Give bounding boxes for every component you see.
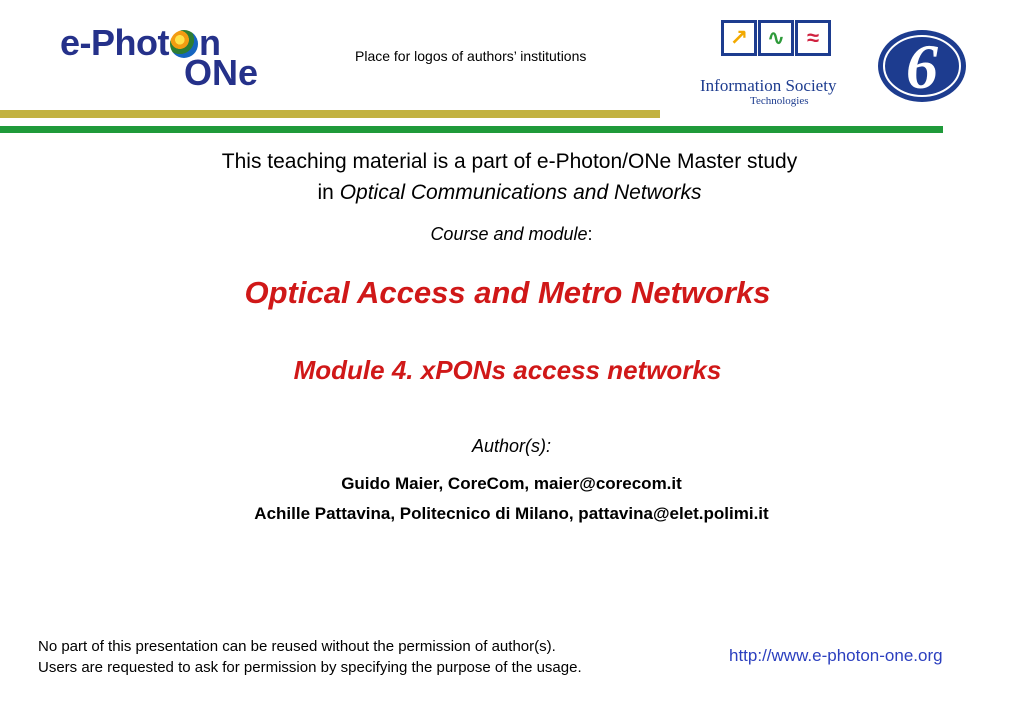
- wave-icon: ∿: [758, 20, 794, 56]
- intro-line-2: [0, 181, 1021, 205]
- intro-prefix: in: [317, 181, 340, 204]
- approx-icon: ≈: [795, 20, 831, 56]
- e-photon-one-logo: [60, 22, 275, 94]
- course-label-text: Course and module: [430, 224, 588, 244]
- green-divider-bar: [0, 126, 943, 133]
- website-link[interactable]: http://www.e-photon-one.org: [729, 646, 943, 665]
- intro-line-1: This teaching material is a part of e-Photon/ONe Master study: [221, 150, 798, 173]
- course-title: Optical Access and Metro Networks: [244, 275, 771, 310]
- svg-text:6: 6: [906, 31, 938, 102]
- notice-line-2: Users are requested to ask for permission by specifying the purpose of the usage.: [38, 659, 582, 676]
- logo-text-start: e-Phot: [60, 22, 169, 63]
- course-label-colon: :: [587, 224, 593, 244]
- course-label: [0, 224, 1023, 245]
- module-title: Module 4. xPONs access networks: [293, 355, 722, 385]
- authors-label: Author(s):: [471, 436, 552, 456]
- study-name: Optical Communications and Networks: [339, 181, 702, 204]
- olive-divider-bar: [0, 110, 660, 118]
- notice-line-1: No part of this presentation can be reused without the permission of author(s).: [38, 638, 556, 655]
- ist-title: Information Society: [700, 76, 837, 95]
- framework-six-icon: [877, 26, 967, 106]
- information-society-logo: [700, 20, 970, 110]
- author-line: Achille Pattavina, Politecnico di Milano, pattavina@elet.polimi.it: [254, 504, 769, 523]
- author-line: Guido Maier, CoreCom, maier@corecom.it: [341, 474, 682, 493]
- ist-subtitle: Technologies: [750, 95, 809, 107]
- arrow-icon: ↗: [721, 20, 757, 56]
- usage-notice: [38, 636, 582, 678]
- logo-line-2: ONe: [184, 52, 259, 93]
- logo-text-end: n: [199, 22, 221, 63]
- logos-placeholder-text: Place for logos of authors’ institutions: [355, 48, 587, 64]
